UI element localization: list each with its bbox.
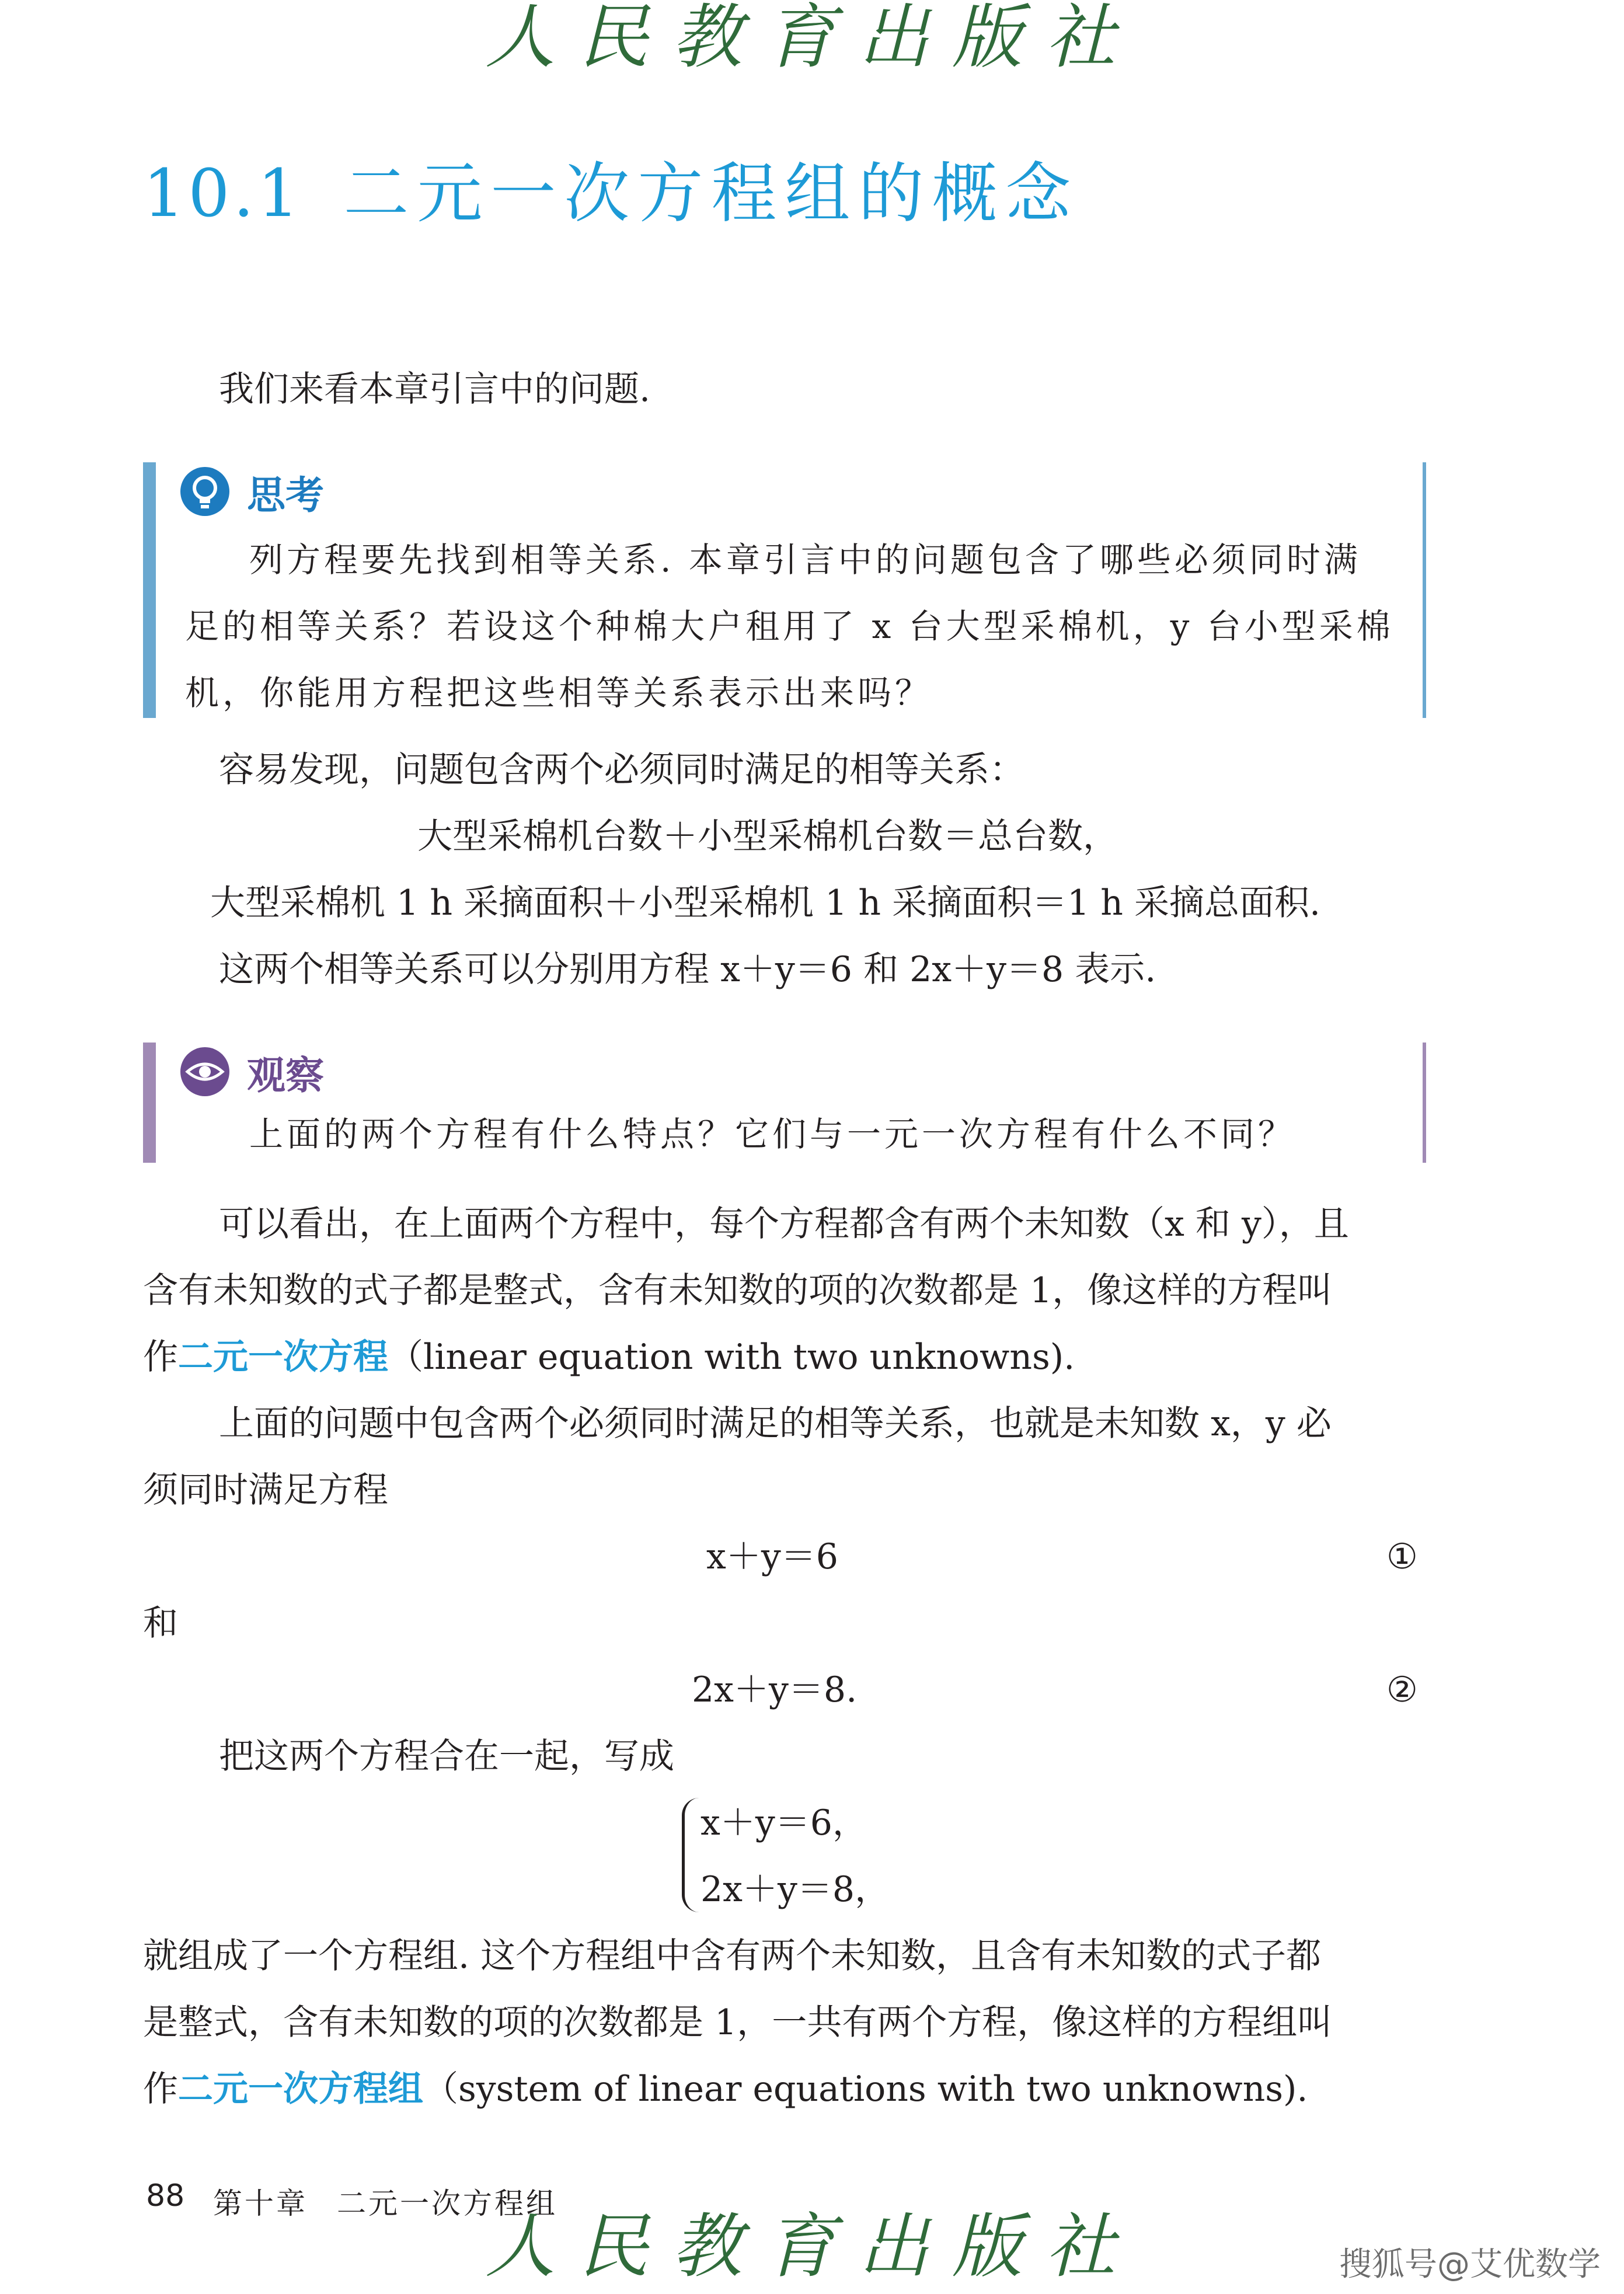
definition1-prefix: 作 <box>143 1337 178 1378</box>
lightbulb-icon <box>179 466 231 517</box>
think-box <box>143 462 1426 718</box>
definition1-line-2: 含有未知数的式子都是整式，含有未知数的项的次数都是 1，像这样的方程叫 <box>143 1270 1333 1311</box>
system-equation-1: x＋y＝6， <box>701 1803 867 1843</box>
para2-line-2: 须同时满足方程 <box>143 1470 388 1511</box>
think-text <box>185 527 1399 726</box>
relation-3: 这两个相等关系可以分别用方程 x＋y＝6 和 2x＋y＝8 表示. <box>219 949 1156 990</box>
section-title <box>143 155 1079 233</box>
definition2-line-1: 就组成了一个方程组. 这个方程组中含有两个未知数，且含有未知数的式子都 <box>143 1936 1322 1976</box>
definition2-prefix: 作 <box>143 2069 178 2110</box>
observe-line: 上面的两个方程有什么特点？它们与一元一次方程有什么不同？ <box>249 1114 1296 1154</box>
definition2-suffix: （system of linear equations with two unknowns). <box>423 2069 1308 2110</box>
relation-2: 大型采棉机 1 h 采摘面积＋小型采棉机 1 h 采摘面积＝1 h 采摘总面积. <box>210 883 1321 923</box>
relation-1: 大型采棉机台数＋小型采棉机台数＝总台数， <box>417 816 1118 857</box>
section-number: 10.1 <box>143 156 303 232</box>
definition2-line-3 <box>143 2056 1308 2122</box>
equation-1: x＋y＝6 <box>706 1536 838 1577</box>
footer-chapter-number: 第十章 <box>213 2187 308 2220</box>
publisher-logo-top: 人民教育出版社 <box>485 0 1139 78</box>
watermark: 搜狐号@艾优数学 <box>1339 2246 1601 2283</box>
equation-2: 2x＋y＝8. <box>692 1669 858 1710</box>
observe-text <box>185 1101 1399 1167</box>
equations-and: 和 <box>143 1603 178 1644</box>
system-brace <box>682 1798 699 1912</box>
think-header <box>179 462 324 521</box>
page-number: 88 <box>146 2178 185 2213</box>
equation-2-mark: ② <box>1386 1669 1418 1710</box>
equation-1-mark: ① <box>1386 1536 1418 1577</box>
publisher-logo-bottom: 人民教育出版社 <box>485 2206 1139 2288</box>
system-equation-2: 2x＋y＝8， <box>701 1869 890 1910</box>
definition2-line-2: 是整式，含有未知数的项的次数都是 1，一共有两个方程，像这样的方程组叫 <box>143 2002 1333 2043</box>
definition1-line-3 <box>143 1324 1075 1390</box>
term-linear-equation: 二元一次方程 <box>178 1337 388 1378</box>
definition1-suffix: （linear equation with two unknowns). <box>388 1337 1075 1378</box>
observe-header <box>179 1043 324 1101</box>
definition1-line-1: 可以看出，在上面两个方程中，每个方程都含有两个未知数（x 和 y），且 <box>219 1204 1349 1244</box>
eye-icon <box>179 1046 231 1097</box>
term-linear-system: 二元一次方程组 <box>178 2069 423 2110</box>
footer-chapter-title: 二元一次方程组 <box>337 2187 557 2220</box>
think-line-3: 机，你能用方程把这些相等关系表示出来吗？ <box>185 673 933 713</box>
think-title: 思考 <box>247 472 324 518</box>
observe-title: 观察 <box>247 1052 324 1098</box>
think-line-2: 足的相等关系？若设这个种棉大户租用了 x 台大型采棉机，y 台小型采棉 <box>185 606 1394 646</box>
think-line-1: 列方程要先找到相等关系. 本章引言中的问题包含了哪些必须同时满 <box>249 540 1361 580</box>
relations-lead: 容易发现，问题包含两个必须同时满足的相等关系： <box>219 749 1024 790</box>
section-title-text: 二元一次方程组的概念 <box>343 156 1079 232</box>
intro-paragraph: 我们来看本章引言中的问题. <box>219 369 651 410</box>
combine-paragraph: 把这两个方程合在一起，写成 <box>219 1736 674 1777</box>
observe-box <box>143 1043 1426 1163</box>
para2-line-1: 上面的问题中包含两个必须同时满足的相等关系，也就是未知数 x，y 必 <box>219 1403 1332 1444</box>
